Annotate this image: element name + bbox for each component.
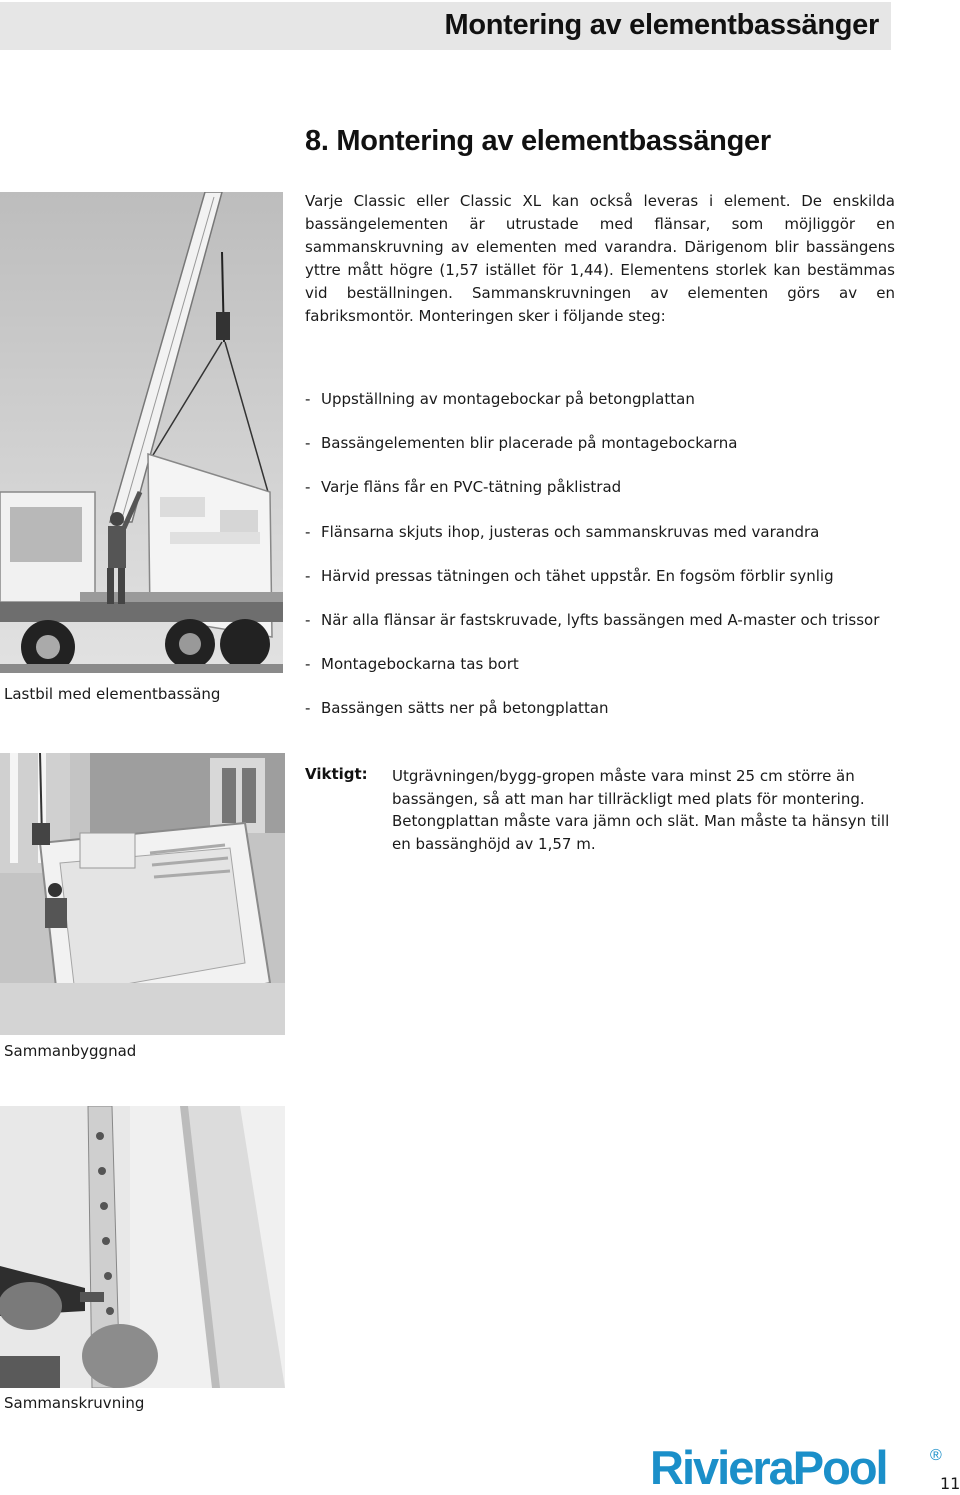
intro-paragraph (305, 190, 895, 328)
step-text: Montagebockarna tas bort (321, 655, 519, 674)
list-dash: - (305, 566, 311, 585)
step-text: Varje fläns får en PVC-tätning påklistrad (321, 478, 622, 497)
pool-photo-caption: Sammanbyggnad (4, 1042, 137, 1060)
list-item (305, 521, 905, 565)
header-title: Montering av elementbassänger (444, 9, 879, 41)
step-text: Bassängen sätts ner på betongplattan (321, 699, 609, 718)
step-text: Härvid pressas tätningen och tähet uppstår. En fogsöm förblir synlig (321, 566, 834, 585)
list-dash: - (305, 478, 311, 497)
list-item (305, 609, 905, 653)
step-text: Bassängelementen blir placerade på montagebockarna (321, 434, 738, 453)
pool-photo (0, 753, 285, 1035)
page-number: 11 (940, 1474, 960, 1493)
note-text: Utgrävningen/bygg-gropen måste vara minst 25 cm större än bassängen, så att man har tillräckligt med plats för montering. Betongplattan måste vara jämn och slät. Man måste ta hänsyn till en bassänghöjd av 1,57 m. (392, 767, 890, 853)
step-text: När alla flänsar är fastskruvade, lyfts bassängen med A-master och trissor (321, 610, 880, 629)
brand-logo (650, 1444, 945, 1490)
intro-text: Varje Classic eller Classic XL kan också leveras i element. De enskilda bassängelementen är utrustade med flänsar, som möjliggör en sammanskruvning av elementen med varandra. Därigenom blir bassängens yttre mått högre (1,57 istället för 1,44). Elementens storlek kan bestämmas vid beställningen. Sammanskruvningen av elementen görs av en fabriksmontör. Monteringen sker i följande steg: (305, 192, 895, 325)
list-item (305, 653, 905, 697)
list-dash: - (305, 655, 311, 674)
screw-photo (0, 1106, 285, 1388)
list-item (305, 388, 905, 432)
list-dash: - (305, 390, 311, 408)
step-text: Uppställning av montagebockar på betongplattan (321, 390, 695, 408)
brand-logo-mark: ® (930, 1447, 942, 1464)
list-item (305, 565, 905, 609)
step-text: Flänsarna skjuts ihop, justeras och sammanskruvas med varandra (321, 522, 820, 541)
list-dash: - (305, 434, 311, 453)
list-item (305, 697, 905, 741)
list-dash: - (305, 610, 311, 629)
section-title: 8. Montering av elementbassänger (305, 125, 771, 157)
screw-photo-caption: Sammanskruvning (4, 1394, 145, 1412)
list-dash: - (305, 699, 311, 718)
steps-list (305, 388, 905, 742)
list-dash: - (305, 522, 311, 541)
truck-photo-caption: Lastbil med elementbassäng (4, 685, 221, 703)
brand-logo-text: RivieraPool (650, 1444, 887, 1490)
header-bar (0, 2, 891, 50)
note-label: Viktigt: (305, 765, 368, 783)
truck-photo (0, 192, 283, 673)
list-item (305, 476, 905, 520)
list-item (305, 432, 905, 476)
